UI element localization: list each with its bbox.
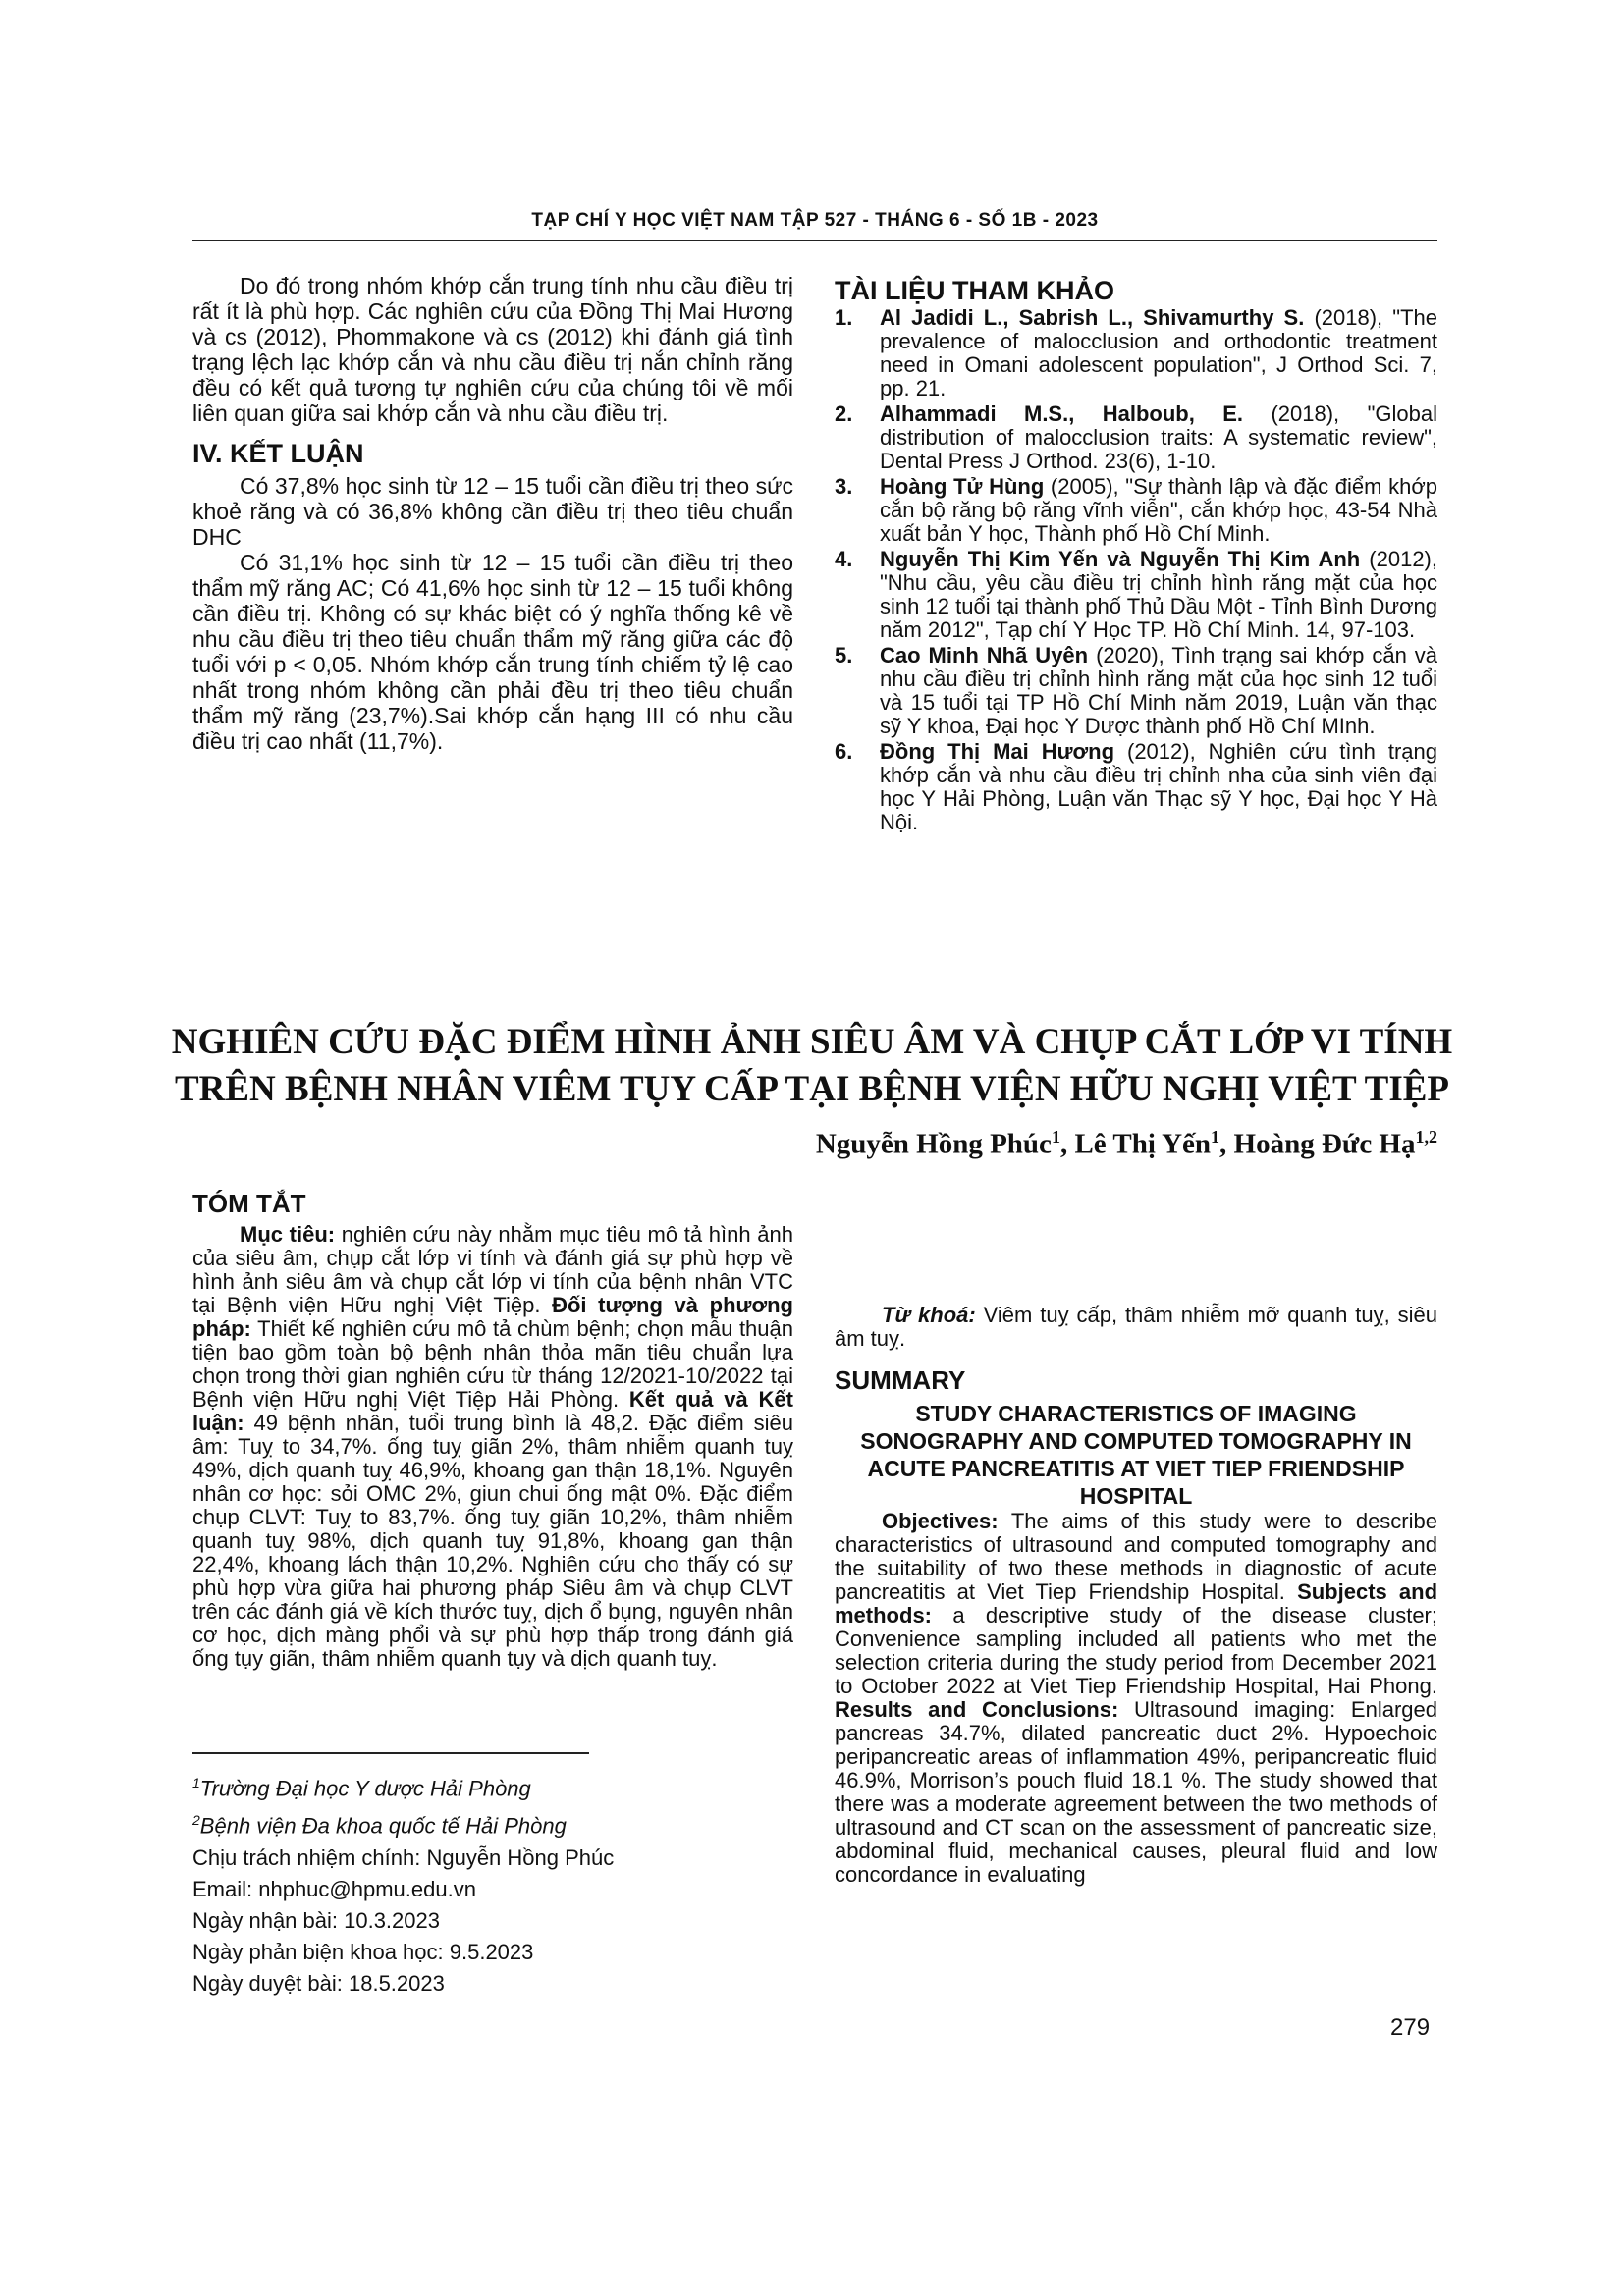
keywords-text: Viêm tuỵ cấp, thâm nhiễm mỡ quanh tuỵ, siêu âm tuỵ. xyxy=(835,1303,1437,1351)
footnotes xyxy=(192,1767,782,2000)
keywords-label: Từ khoá: xyxy=(882,1303,976,1327)
references-heading: TÀI LIỆU THAM KHẢO xyxy=(835,276,1114,305)
reference-authors: Hoàng Tử Hùng xyxy=(880,474,1045,499)
references-section xyxy=(835,275,1437,836)
reference-authors: Đồng Thị Mai Hương xyxy=(880,739,1115,764)
author-separator: , xyxy=(1059,1128,1075,1160)
affiliation-mark: 1 xyxy=(192,1775,200,1790)
email-line: Email: nhphuc@hpmu.edu.vn xyxy=(192,1876,476,1901)
author-affiliation-mark: 1 xyxy=(1051,1127,1060,1147)
reference-item xyxy=(835,475,1437,546)
conclusion-paragraph-1: Có 37,8% học sinh từ 12 – 15 tuổi cần điều trị theo sức khoẻ răng và có 36,8% không cần điều trị theo tiêu chuẩn DHC xyxy=(192,473,793,550)
en-result-label: Results and Conclusions: xyxy=(835,1697,1119,1722)
reference-item xyxy=(835,548,1437,642)
affiliation-mark: 2 xyxy=(192,1812,200,1829)
en-objective-label: Objectives: xyxy=(882,1509,999,1533)
abstract-vietnamese xyxy=(192,1188,793,1671)
reference-number: 5. xyxy=(835,643,853,667)
abstract-english xyxy=(835,1186,1437,1887)
reference-text: (2018), "The prevalence of malocclusion and orthodontic treatment need in Omani adolescent population", J Orthod Sci. 7, pp. 21. xyxy=(880,305,1438,400)
approval-date: Ngày duyệt bài: 18.5.2023 xyxy=(192,1970,445,1996)
reference-authors: Al Jadidi L., Sabrish L., Shivamurthy S. xyxy=(880,305,1305,330)
reference-text: (2012), Nghiên cứu tình trạng khớp cắn và nhu cầu điều trị chỉnh nha của sinh viên đại học Y Hải Phòng, Luận văn Thạc sỹ Y học, Đại học Y Hà Nội. xyxy=(880,739,1437,834)
en-method-label: Subjects and methods: xyxy=(835,1579,1438,1628)
reference-text: (2018), "Global distribution of malocclusion traits: A systematic review", Dental Press J Orthod. 23(6), 1-10. xyxy=(880,401,1437,473)
reference-number: 3. xyxy=(835,474,853,499)
article-title xyxy=(147,1019,1477,1113)
author-name: Hoàng Đức Hạ xyxy=(1233,1128,1416,1160)
reference-number: 1. xyxy=(835,305,853,330)
running-header: TẠP CHÍ Y HỌC VIỆT NAM TẬP 527 - THÁNG 6 - SỐ 1B - 2023 xyxy=(531,210,1099,231)
reference-number: 4. xyxy=(835,547,853,571)
objective-label: Mục tiêu: xyxy=(240,1222,336,1247)
affiliation-text: Bệnh viện Đa khoa quốc tế Hải Phòng xyxy=(199,1813,567,1839)
abstract-body xyxy=(192,1223,793,1671)
summary-heading: SUMMARY xyxy=(835,1365,966,1395)
affiliation-1 xyxy=(192,1767,782,1804)
result-text: 49 bệnh nhân, tuổi trung bình là 48,2. Đặc điểm siêu âm: Tuỵ to 34,7%. ống tuỵ giãn 2%, thâm nhiễm quanh tuỵ 49%, dịch quanh tuỵ 46,9%, khoang gan thận 18,1%. Nguyên nhân cơ học: sỏi OMC 2%, giun chui ống mật 0%. Đặc điểm chụp CLVT: Tuỵ to 83,7%. ống tuỵ giãn 10,2%, thâm nhiễm quanh tuỵ 98%, dịch quanh tuỵ 91,8%, khoang gan thận 22,4%, khoang lách thận 10,2%. Nghiên cứu cho thấy có sự phù hợp vừa giữa hai phương pháp Siêu âm và chụp CLVT trên các đánh giá về kích thước tuỵ, dịch ổ bụng, nguyên nhân cơ học, dịch màng phổi và sự phù hợp thấp trong đánh giá ống tụy giãn, thâm nhiễm quanh tụy và dịch quanh tuỵ. xyxy=(192,1411,793,1671)
author-list xyxy=(816,1127,1437,1161)
conclusion-heading: IV. KẾT LUẬN xyxy=(192,439,364,468)
footnote-rule xyxy=(192,1752,589,1754)
en-result-text: Ultrasound imaging: Enlarged pancreas 34.7%, dilated pancreatic duct 2%. Hypoechoic peripancreatic areas of inflammation 49%, peripancreatic fluid 46.9%, Morrison’s pouch fluid 18.1 %. The study showed that there was a moderate agreement between the two methods of ultrasound and CT scan on the assessment of pancreatic size, abdominal fluid, mechanical causes, pleural fluid and low concordance in evaluating xyxy=(835,1697,1437,1887)
abstract-continuation-spacer xyxy=(835,1186,1437,1304)
author-affiliation-mark: 1,2 xyxy=(1415,1127,1437,1147)
author-name: Nguyễn Hồng Phúc xyxy=(815,1128,1052,1160)
discussion-paragraph: Do đó trong nhóm khớp cắn trung tính nhu cầu điều trị rất ít là phù hợp. Các nghiên cứu của Đồng Thị Mai Hương và cs (2012), Phommakone và cs (2012) khi đánh giá tình trạng lệch lạc khớp cắn và nhu cầu điều trị nắn chỉnh răng đều có kết quả tương tự nghiên cứu của chúng tôi về mối liên quan giữa sai khớp cắn và nhu cầu điều trị. xyxy=(192,273,793,426)
reference-text: (2005), "Sự thành lập và đặc điểm khớp cắn bộ răng bộ răng vĩnh viễn", cắn khớp học, 43-54 Nhà xuất bản Y học, Thành phố Hồ Chí Minh. xyxy=(880,474,1437,546)
reference-authors: Alhammadi M.S., Halboub, E. xyxy=(880,401,1244,426)
conclusion-paragraph-2: Có 31,1% học sinh từ 12 – 15 tuổi cần điều trị theo thẩm mỹ răng AC; Có 41,6% học sinh từ 12 – 15 tuổi không cần điều trị. Không có sự khác biệt có ý nghĩa thống kê về nhu cầu điều trị theo tiêu chuẩn thẩm mỹ răng giữa các độ tuổi với p < 0,05. Nhóm khớp cắn trung tính chiếm tỷ lệ cao nhất trong nhóm không cần phải đều trị theo tiêu chuẩn thẩm mỹ răng (23,7%).Sai khớp cắn hạng III có nhu cầu điều trị cao nhất (11,7%). xyxy=(192,550,793,754)
reference-item xyxy=(835,306,1437,400)
review-date: Ngày phản biện khoa học: 9.5.2023 xyxy=(192,1939,534,1964)
responsible-author: Chịu trách nhiệm chính: Nguyễn Hồng Phúc xyxy=(192,1844,615,1870)
abstract-heading: TÓM TẮT xyxy=(192,1189,306,1218)
keywords xyxy=(835,1304,1437,1351)
en-objective-text: The aims of this study were to describe characteristics of ultrasound and computed tomography and the suitability of two these methods in diagnostic of acute pancreatitis at Viet Tiep Friendship Hospital. xyxy=(835,1509,1437,1604)
author-affiliation-mark: 1 xyxy=(1211,1127,1220,1147)
en-method-text: a descriptive study of the disease cluster; Convenience sampling included all patients who met the selection criteria during the study period from December 2021 to October 2022 at Viet Tiep Friendship Hospital, Hai Phong. xyxy=(835,1603,1437,1698)
reference-authors: Cao Minh Nhã Uyên xyxy=(880,643,1089,667)
reference-item xyxy=(835,644,1437,738)
article-title-line-2: TRÊN BỆNH NHÂN VIÊM TỤY CẤP TẠI BỆNH VIỆN HỮU NGHỊ VIỆT TIỆP xyxy=(174,1069,1450,1109)
article-title-line-1: NGHIÊN CỨU ĐẶC ĐIỂM HÌNH ẢNH SIÊU ÂM VÀ CHỤP CẮT LỚP VI TÍNH xyxy=(171,1022,1453,1062)
method-text: Thiết kế nghiên cứu mô tả chùm bệnh; chọn mẫu thuận tiện bao gồm toàn bộ bệnh nhân thỏa mãn tiêu chuẩn lựa chọn trong thời gian nghiên cứu từ tháng 12/2021-10/2022 tại Bệnh viện Hữu nghị Việt Tiệp Hải Phòng. xyxy=(192,1316,793,1412)
english-abstract-body xyxy=(835,1510,1437,1887)
affiliation-text: Trường Đại học Y dược Hải Phòng xyxy=(199,1776,531,1801)
left-column-top xyxy=(192,273,793,754)
reference-number: 6. xyxy=(835,739,853,764)
author-name: Lê Thị Yến xyxy=(1074,1128,1212,1160)
reference-number: 2. xyxy=(835,401,853,426)
received-date: Ngày nhận bài: 10.3.2023 xyxy=(192,1907,440,1933)
english-title: STUDY CHARACTERISTICS OF IMAGING SONOGRAPHY AND COMPUTED TOMOGRAPHY IN ACUTE PANCREATITIS AT VIET TIEP FRIENDSHIP HOSPITAL xyxy=(860,1401,1412,1509)
reference-item xyxy=(835,740,1437,834)
result-label: Kết quả và Kết luận: xyxy=(192,1387,793,1435)
header-rule xyxy=(192,240,1437,241)
reference-text: (2020), Tình trạng sai khớp cắn và nhu cầu điều trị chỉnh hình răng mặt của học sinh 12 tuổi và 15 tuổi tại TP Hồ Chí Minh năm 2019, Luận văn thạc sỹ Y khoa, Đại học Y Dược thành phố Hồ Chí MInh. xyxy=(880,643,1437,738)
affiliation-2 xyxy=(192,1804,782,1842)
method-label: Đối tượng và phương pháp: xyxy=(192,1293,793,1341)
page-number: 279 xyxy=(1390,2014,1431,2041)
objective-text: nghiên cứu này nhằm mục tiêu mô tả hình ảnh của siêu âm, chụp cắt lớp vi tính và đánh giá sự phù hợp về hình ảnh siêu âm và chụp cắt lớp vi tính của bệnh nhân VTC tại Bệnh viện Hữu nghị Việt Tiệp. xyxy=(192,1222,793,1317)
reference-authors: Nguyễn Thị Kim Yến và Nguyễn Thị Kim Anh xyxy=(880,547,1361,571)
author-separator: , xyxy=(1219,1128,1234,1160)
reference-item xyxy=(835,402,1437,473)
reference-text: (2012), "Nhu cầu, yêu cầu điều trị chỉnh hình răng mặt của học sinh 12 tuổi tại thành phố Thủ Dầu Một - Tỉnh Bình Dương năm 2012", Tạp chí Y Học TP. Hồ Chí Minh. 14, 97-103. xyxy=(880,547,1437,642)
